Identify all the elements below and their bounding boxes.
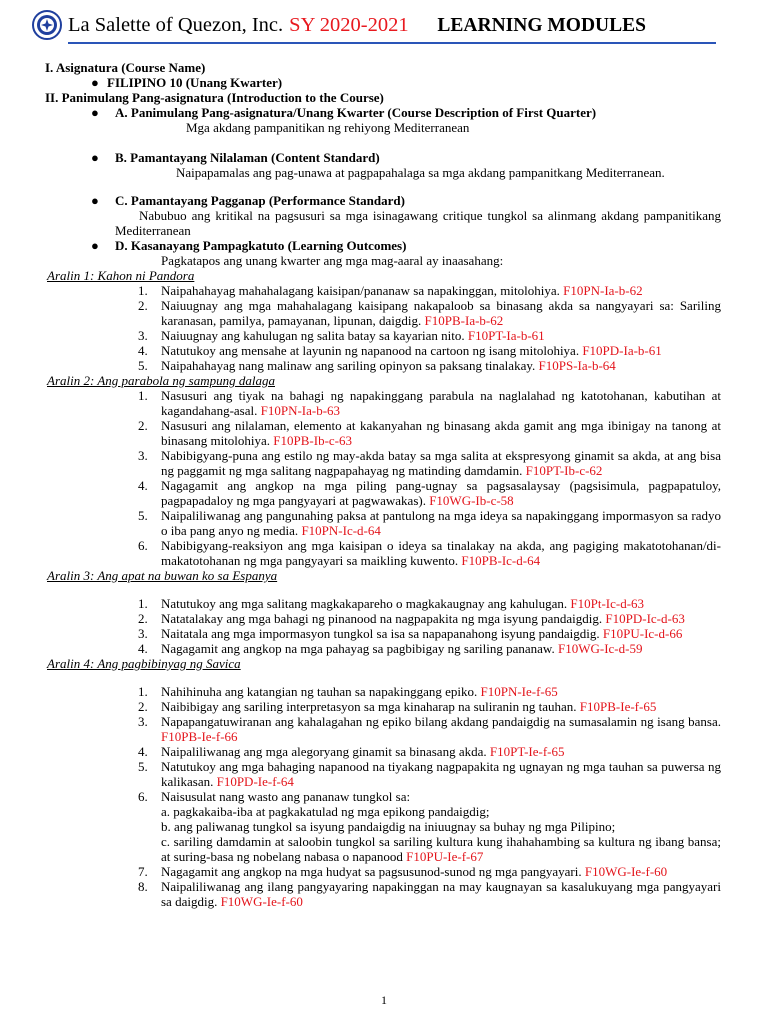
list-item	[138, 611, 721, 626]
subsection-a-title	[45, 105, 721, 120]
item-number: 6.	[138, 789, 148, 804]
item-text: Naiuugnay ang mga mahahalagang kaisipang nakapaloob sa binasang akda sa nangyayari sa: Sariling karanasan, pamilya, pamayanan, lipunan, daigdig.	[161, 298, 721, 328]
lesson-2-outcomes	[138, 388, 721, 568]
item-text: Naipahahayag nang malinaw ang sariling opinyon sa paksang tinalakay.	[161, 358, 539, 373]
item-text: Nabibigyang-puna ang estilo ng may-akda batay sa mga salita at ekspresyong ginamit sa akda, at ang bisa ng paggamit ng mga salitang nagpapahayag ng matinding damdamin.	[161, 448, 721, 478]
sub-item: a. pagkakaiba-iba at pagkakatulad ng mga epikong pandaigdig;	[161, 804, 490, 819]
lesson-2-title: Aralin 2: Ang parabola ng sampung dalaga	[47, 373, 275, 388]
list-item	[138, 744, 721, 759]
competency-code: F10WG-Ie-f-60	[220, 894, 303, 909]
subsection-c-title	[45, 193, 721, 208]
competency-code: F10PD-Ic-d-63	[605, 611, 685, 626]
competency-code: F10WG-Ic-d-59	[557, 641, 643, 656]
item-text: Naiuugnay ang kahulugan ng salita batay sa kayarian nito.	[161, 328, 468, 343]
item-text: Naipaliliwanag ang mga alegoryang ginamit sa binasang akda.	[161, 744, 490, 759]
list-item	[138, 418, 721, 448]
subsection-a-label: A. Panimulang Pang-asignatura/Unang Kwarter (Course Description of First Quarter)	[115, 105, 597, 120]
item-text: Naipahahayag mahahalagang kaisipan/pananaw sa napakinggan, mitolohiya.	[161, 283, 564, 298]
list-item	[138, 478, 721, 508]
header-rule	[68, 42, 716, 44]
lesson-3-outcomes	[138, 596, 721, 656]
list-item	[138, 759, 721, 789]
list-item	[138, 283, 721, 298]
section-1-heading: I. Asignatura (Course Name)	[45, 60, 206, 75]
item-text: Napapangatuwiranan ang kahalagahan ng epiko bilang akdang pandaigdig na sumasalamin ng isang bansa.	[161, 714, 721, 729]
item-text: Naibibigay ang sariling interpretasyon sa mga kinaharap na suliranin ng tauhan.	[161, 699, 580, 714]
item-text: Nagagamit ang angkop na mga hudyat sa pagsusunod-sunod ng mga pangyayari.	[161, 864, 585, 879]
sub-item: b. ang paliwanag tungkol sa isyung pandaigdig na iniuugnay sa buhay ng mga Pilipino;	[161, 819, 616, 834]
item-number: 5.	[138, 358, 148, 373]
competency-code: F10WG-Ib-c-58	[429, 493, 514, 508]
list-item	[138, 626, 721, 641]
bullet-icon: ●	[91, 75, 99, 90]
lesson-3-title: Aralin 3: Ang apat na buwan ko sa Espanya	[47, 568, 278, 583]
list-item	[138, 641, 721, 656]
item-text: Nahihinuha ang katangian ng tauhan sa napakinggang epiko.	[161, 684, 481, 699]
list-item	[138, 508, 721, 538]
list-item	[138, 714, 721, 744]
school-year: SY 2020-2021	[289, 14, 409, 36]
course-name: FILIPINO 10 (Unang Kwarter)	[107, 75, 283, 90]
competency-code: F10PD-Ia-b-61	[582, 343, 662, 358]
subsection-b-text: Naipapamalas ang pag-unawa at pagpapahalaga sa mga akdang pampanitkang Mediterranean.	[176, 165, 665, 180]
lesson-4-title: Aralin 4: Ang pagbibinyag ng Savica	[47, 656, 241, 671]
sub-item	[161, 834, 721, 864]
item-text: Naipaliliwanag ang pangunahing paksa at pantulong na mga ideya sa napakinggang impormasyon sa radyo o iba pang anyo ng media.	[161, 508, 721, 538]
list-item	[138, 699, 721, 714]
competency-code: F10PU-Ie-f-67	[406, 849, 484, 864]
item-number: 4.	[138, 478, 148, 493]
item-number: 3.	[138, 448, 148, 463]
lesson-4-outcomes	[138, 684, 721, 909]
competency-code: F10PB-Ic-d-64	[461, 553, 541, 568]
item-text: Nagagamit ang angkop na mga pahayag sa pagbibigay ng sariling pananaw.	[161, 641, 558, 656]
competency-code: F10PN-Ia-b-63	[260, 403, 341, 418]
competency-code: F10PD-Ie-f-64	[216, 774, 294, 789]
item-text: Natutukoy ang mga bahaging napanood na tiyakang nagpapakita ng ugnayan ng mga tauhan sa puwersa ng kalikasan.	[161, 759, 721, 789]
subsection-c-text: Nabubuo ang kritikal na pagsusuri sa mga isinagawang critique tungkol sa alinmang akdang pampanitikang Mediterranean	[115, 208, 721, 238]
item-number: 5.	[138, 759, 148, 774]
item-number: 3.	[138, 626, 148, 641]
school-name-text: La Salette of Quezon, Inc.	[68, 14, 284, 36]
list-item	[138, 538, 721, 568]
item-text: Nasusuri ang tiyak na bahagi ng napakinggang parabula na naglalahad ng katotohanan, kabutihan at kagandahang-asal.	[161, 388, 721, 418]
item-number: 1.	[138, 283, 148, 298]
section-2-heading: II. Panimulang Pang-asignatura (Introduction to the Course)	[45, 90, 384, 105]
list-item	[138, 328, 721, 343]
item-number: 2.	[138, 418, 148, 433]
competency-code: F10PB-Ib-c-63	[273, 433, 353, 448]
sub-item-text: c. sariling damdamin at saloobin tungkol sa sariling kultura kung ihahahambing sa kultura ng ibang bansa; at suring-basa ng nobelang nabasa o napanood	[161, 834, 721, 864]
item-number: 8.	[138, 879, 148, 894]
item-text: Natutukoy ang mga salitang magkakapareho o magkakaugnay ang kahulugan.	[161, 596, 571, 611]
bullet-icon: ●	[91, 150, 99, 165]
bullet-icon: ●	[91, 238, 99, 253]
list-item	[138, 596, 721, 611]
lesson-1-title: Aralin 1: Kahon ni Pandora	[47, 268, 195, 283]
list-item	[138, 864, 721, 879]
bullet-icon: ●	[91, 193, 99, 208]
competency-code: F10Pt-Ic-d-63	[570, 596, 645, 611]
document-body	[45, 60, 721, 909]
item-number: 2.	[138, 611, 148, 626]
competency-code: F10PT-Ib-c-62	[525, 463, 603, 478]
competency-code: F10PT-Ia-b-61	[467, 328, 545, 343]
item-number: 4.	[138, 744, 148, 759]
document-title: LEARNING MODULES	[437, 15, 646, 36]
item-text: Natatalakay ang mga bahagi ng pinanood na nagpapakita ng mga isyung pandaigdig.	[161, 611, 606, 626]
list-item	[138, 298, 721, 328]
school-seal-icon	[32, 10, 62, 40]
subsection-a-text: Mga akdang pampanitikan ng rehiyong Mediterranean	[186, 120, 470, 135]
list-item	[138, 358, 721, 373]
subsection-d-label: D. Kasanayang Pampagkatuto (Learning Outcomes)	[115, 238, 407, 253]
competency-code: F10PB-Ie-f-66	[161, 729, 238, 744]
item-text: Naisusulat nang wasto ang pananaw tungkol sa:	[161, 789, 411, 804]
item-text: Nabibigyang-reaksiyon ang mga kaisipan o ideya sa tinalakay na akda, ang pagiging makatotohanan/di-makatotohanan ng mga pangyayari sa maikling kuwento.	[161, 538, 721, 568]
item-number: 1.	[138, 388, 148, 403]
competency-code: F10PS-Ia-b-64	[538, 358, 616, 373]
item-number: 5.	[138, 508, 148, 523]
list-item	[138, 684, 721, 699]
item-text: Natutukoy ang mensahe at layunin ng napanood na cartoon ng isang mitolohiya.	[161, 343, 583, 358]
subsection-c-label: C. Pamantayang Pagganap (Performance Standard)	[115, 193, 405, 208]
item-number: 4.	[138, 641, 148, 656]
item-text: Nasusuri ang nilalaman, elemento at kakanyahan ng binasang akda gamit ang mga ibinigay na tanong at binasang mitolohiya.	[161, 418, 721, 448]
item-number: 2.	[138, 298, 148, 313]
item-number: 3.	[138, 714, 148, 729]
item-number: 7.	[138, 864, 148, 879]
competency-code: F10PN-Ic-d-64	[301, 523, 381, 538]
list-item	[138, 448, 721, 478]
item-number: 3.	[138, 328, 148, 343]
item-number: 4.	[138, 343, 148, 358]
competency-code: F10PB-Ia-b-62	[424, 313, 504, 328]
competency-code: F10PT-Ie-f-65	[489, 744, 565, 759]
competency-code: F10WG-Ie-f-60	[584, 864, 668, 879]
school-name	[68, 14, 409, 37]
subsection-d-title	[45, 238, 721, 253]
subsection-b-title	[45, 150, 721, 165]
competency-code: F10PB-Ie-f-65	[579, 699, 657, 714]
page-number: 1	[381, 993, 387, 1007]
page-header	[32, 8, 690, 48]
item-number: 1.	[138, 596, 148, 611]
subsection-d-text: Pagkatapos ang unang kwarter ang mga mag-aaral ay inaasahang:	[161, 253, 504, 268]
item-number: 2.	[138, 699, 148, 714]
list-item	[138, 388, 721, 418]
list-item	[138, 789, 721, 864]
competency-code: F10PN-Ie-f-65	[480, 684, 558, 699]
lesson-1-outcomes	[138, 283, 721, 373]
bullet-icon: ●	[91, 105, 99, 120]
list-item	[138, 879, 721, 909]
item-number: 6.	[138, 538, 148, 553]
list-item	[138, 343, 721, 358]
subsection-b-label: B. Pamantayang Nilalaman (Content Standard)	[115, 150, 380, 165]
item-text: Naitatala ang mga impormasyon tungkol sa isa sa napapanahong isyung pandaigdig.	[161, 626, 603, 641]
item-number: 1.	[138, 684, 148, 699]
course-name-item	[45, 75, 721, 90]
item-text: Nagagamit ang angkop na mga piling pang-ugnay sa pagsasalaysay (pagsisimula, pagpapatuloy, pagpapadaloy ng mga pangyayari at pagwawakas).	[161, 478, 721, 508]
competency-code: F10PN-Ia-b-62	[563, 283, 643, 298]
item-text: Naipaliliwanag ang ilang pangyayaring napakinggan na may kaugnayan sa kasalukuyang mga pangyayari sa daigdig.	[161, 879, 721, 909]
competency-code: F10PU-Ic-d-66	[602, 626, 683, 641]
